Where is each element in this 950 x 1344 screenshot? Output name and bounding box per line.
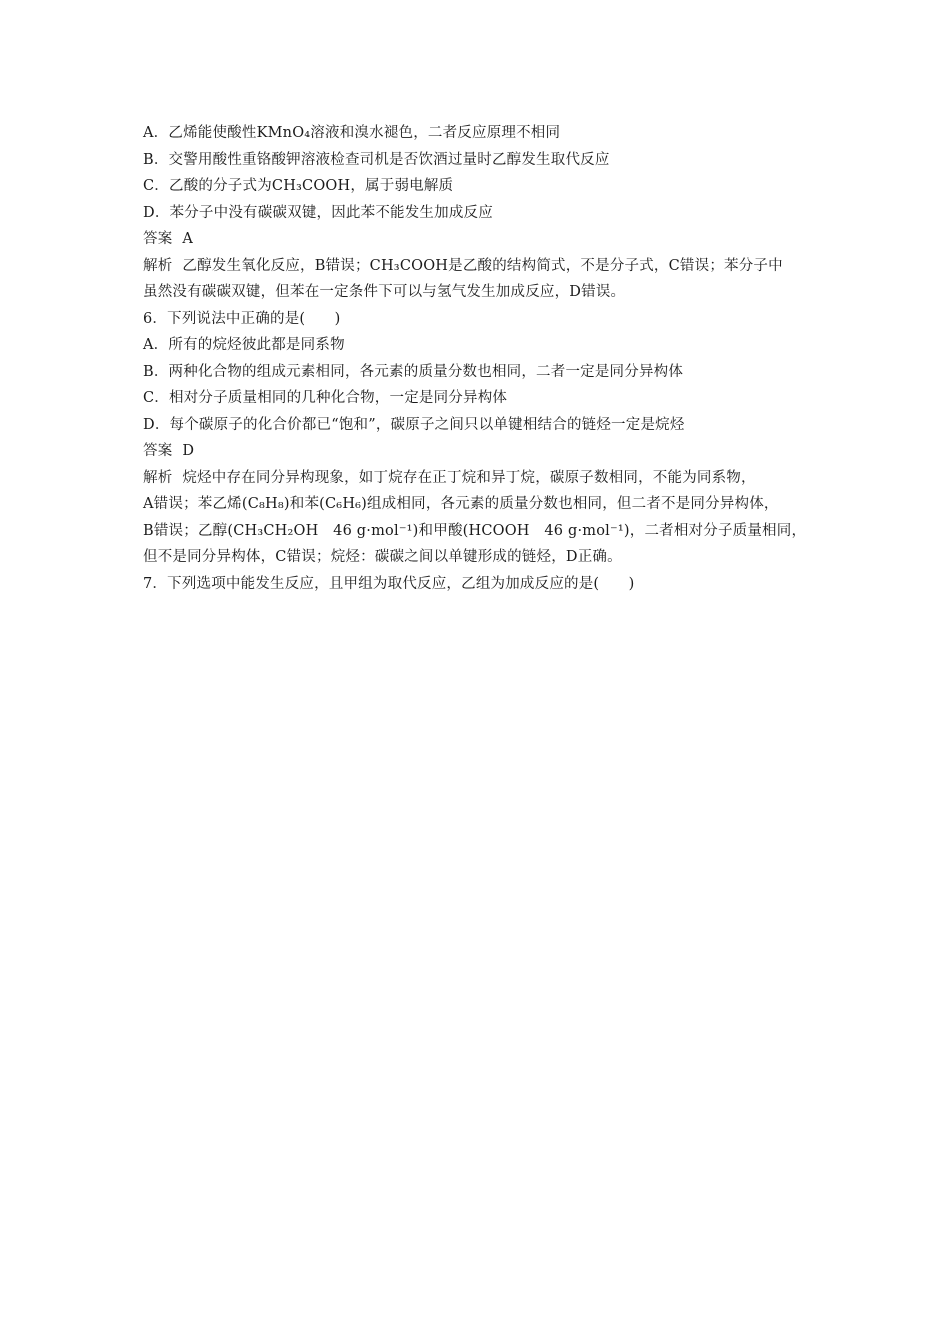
q6-analysis-label: 解析 <box>143 469 173 486</box>
q6-analysis-line-3: B错误；乙醇(CH₃CH₂OH 46 g·mol⁻¹)和甲酸(HCOOH 46 g·mol⁻¹)，二者相对分子质量相同， <box>143 522 807 539</box>
q5-answer-label: 答案 <box>143 231 173 247</box>
q5-option-d: D．苯分子中没有碳碳双键，因此苯不能发生加成反应 <box>143 204 493 221</box>
q5-analysis-label: 解析 <box>143 257 173 274</box>
q6-analysis-line-4: 但不是同分异构体，C错误；烷烃：碳碳之间以单键形成的链烃，D正确。 <box>143 549 622 565</box>
q6-option-a: A．所有的烷烃彼此都是同系物 <box>143 337 345 353</box>
q5-option-c: C．乙酸的分子式为CH₃COOH，属于弱电解质 <box>143 178 454 194</box>
q6-option-d: D．每个碳原子的化合价都已“饱和”，碳原子之间只以单键相结合的链烃一定是烷烃 <box>143 416 685 433</box>
document-body <box>143 120 823 597</box>
q5-answer-value: A <box>182 231 194 247</box>
q6-stem: 6．下列说法中正确的是( ) <box>143 310 341 327</box>
q5-option-b: B．交警用酸性重铬酸钾溶液检查司机是否饮酒过量时乙醇发生取代反应 <box>143 151 610 168</box>
q6-answer-value: D <box>182 443 195 459</box>
q6-analysis-text-1: 烷烃中存在同分异构现象，如丁烷存在正丁烷和异丁烷，碳原子数相同，不能为同系物， <box>182 469 756 486</box>
q6-answer <box>143 438 823 465</box>
q6-analysis-line-1 <box>143 465 823 492</box>
q5-analysis-line-1 <box>143 253 823 280</box>
q7-stem: 7．下列选项中能发生反应，且甲组为取代反应，乙组为加成反应的是( ) <box>143 575 635 592</box>
q5-answer <box>143 226 823 253</box>
q6-option-b: B．两种化合物的组成元素相同，各元素的质量分数也相同，二者一定是同分异构体 <box>143 363 684 380</box>
q6-answer-label: 答案 <box>143 443 173 459</box>
q6-option-c: C．相对分子质量相同的几种化合物，一定是同分异构体 <box>143 390 508 406</box>
q5-analysis-text-1: 乙醇发生氧化反应，B错误；CH₃COOH是乙酸的结构简式，不是分子式，C错误；苯分子中 <box>182 257 783 274</box>
q5-analysis-line-2: 虽然没有碳碳双键，但苯在一定条件下可以与氢气发生加成反应，D错误。 <box>143 284 626 300</box>
q5-option-a: A．乙烯能使酸性KMnO₄溶液和溴水褪色，二者反应原理不相同 <box>143 125 561 141</box>
q6-analysis-line-2: A错误；苯乙烯(C₈H₈)和苯(C₆H₆)组成相同，各元素的质量分数也相同，但二者不是同分异构体， <box>143 496 779 512</box>
